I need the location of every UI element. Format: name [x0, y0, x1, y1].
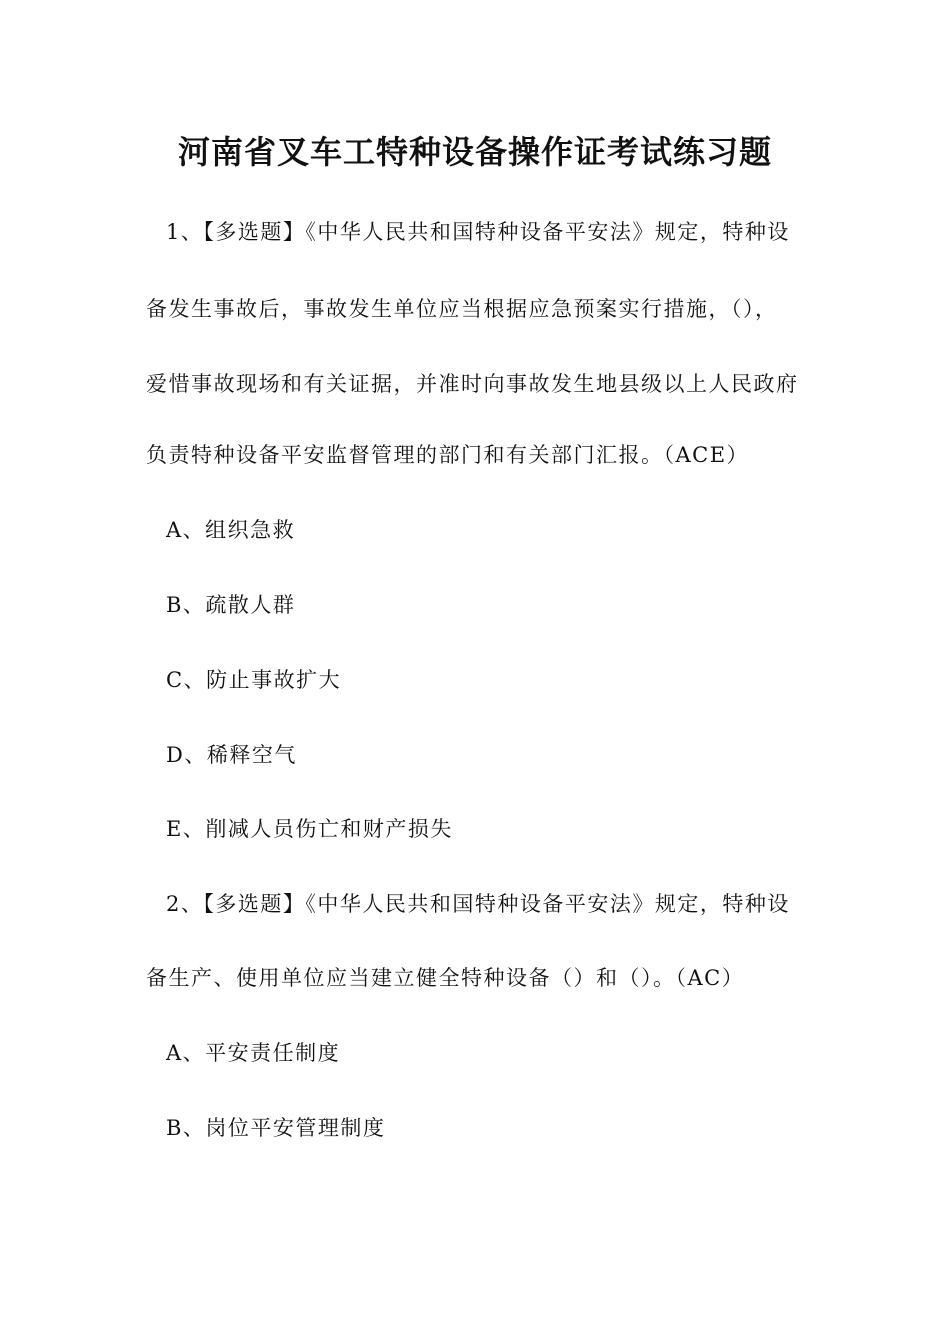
- question-2-line-1: 2、【多选题】《中华人民共和国特种设备平安法》规定，特种设: [166, 892, 790, 916]
- question-1-line-3: 爱惜事故现场和有关证据，并准时向事故发生地县级以上人民政府: [146, 372, 799, 396]
- question-2-option-a: A、平安责任制度: [166, 1041, 341, 1065]
- question-1-option-e: E、削减人员伤亡和财产损失: [166, 817, 453, 841]
- question-2-option-b: B、岗位平安管理制度: [166, 1116, 386, 1140]
- question-1-line-4: 负责特种设备平安监督管理的部门和有关部门汇报。（ACE）: [146, 443, 750, 467]
- question-1-option-b: B、疏散人群: [166, 593, 296, 617]
- page-title: 河南省叉车工特种设备操作证考试练习题: [177, 133, 772, 171]
- question-1-option-a: A、组织急救: [166, 518, 296, 542]
- question-1-line-1: 1、【多选题】《中华人民共和国特种设备平安法》规定，特种设: [166, 220, 790, 244]
- question-1-line-2: 备发生事故后，事故发生单位应当根据应急预案实行措施，（），: [146, 297, 778, 321]
- question-2-line-2: 备生产、使用单位应当建立健全特种设备（）和（）。（AC）: [146, 966, 745, 990]
- question-1-option-d: D、稀释空气: [166, 743, 297, 767]
- question-1-option-c: C、防止事故扩大: [166, 668, 342, 692]
